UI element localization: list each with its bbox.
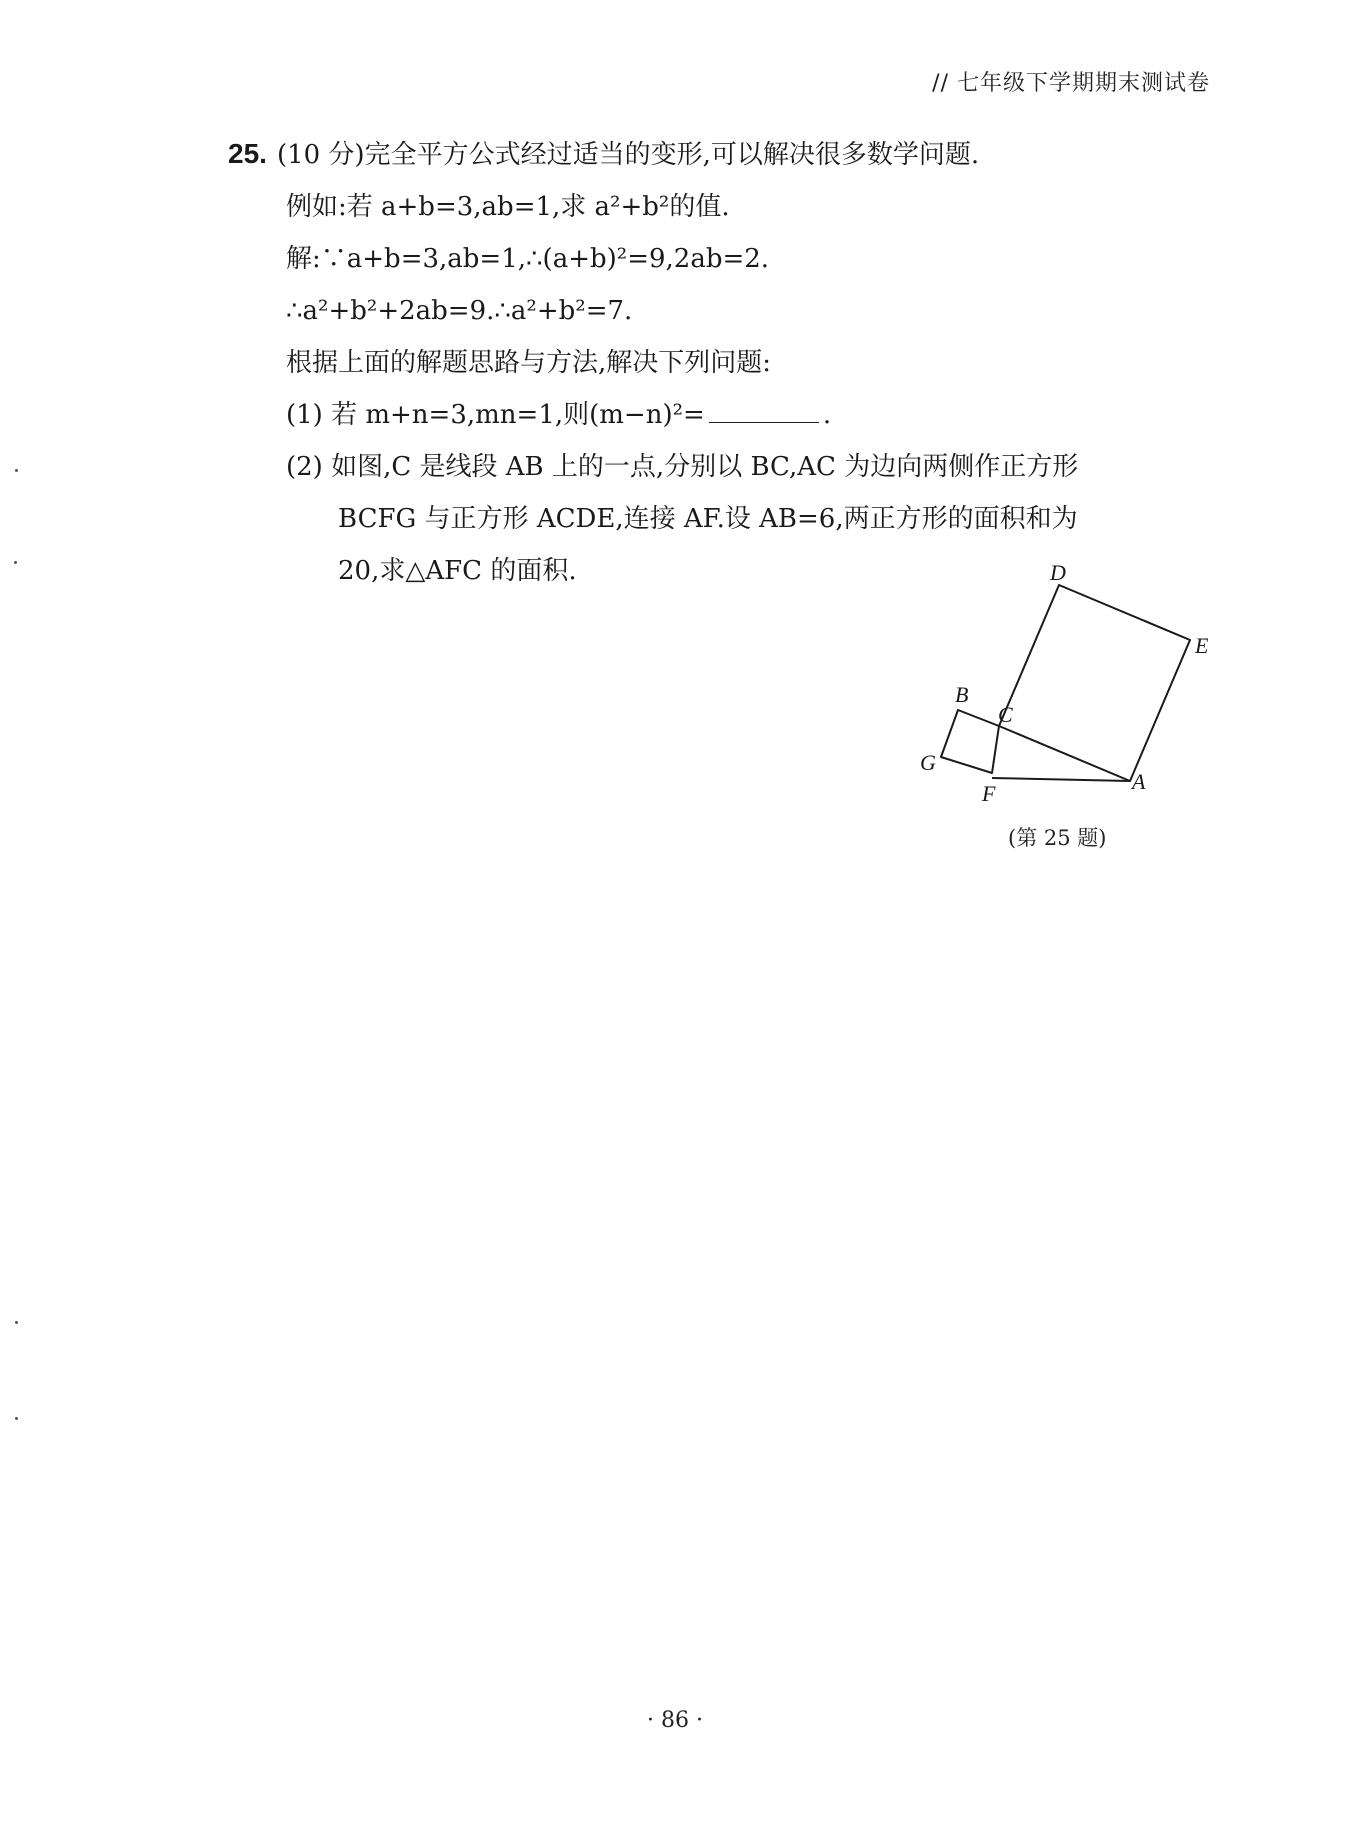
figure-svg [910,560,1210,825]
square-bcfg [941,710,999,773]
scan-speck [15,1417,18,1420]
label-d: D [1050,560,1066,585]
part-2-line-3: 20,求△AFC 的面积. [338,556,577,586]
segment-af [992,778,1130,781]
scan-speck [15,469,18,472]
label-a: A [1132,769,1146,794]
part-1-text: (1) 若 m+n=3,mn=1,则(m−n)²= [286,400,705,430]
square-acde [999,585,1190,781]
geometry-figure [910,560,1210,825]
label-f: F [982,781,996,806]
label-b: B [955,682,969,707]
solution-line-2: ∴a²+b²+2ab=9.∴a²+b²=7. [286,296,633,326]
part-2-line-1: (2) 如图,C 是线段 AB 上的一点,分别以 BC,AC 为边向两侧作正方形 [286,452,1079,482]
part-1 [228,389,1228,441]
question-stem-line [228,128,1228,181]
running-header: // 七年级下学期期末测试卷 [932,71,1210,96]
figure-caption: (第 25 题) [1008,826,1107,850]
page-number: · 86 · [647,1708,703,1733]
part-2-line-2: BCFG 与正方形 ACDE,连接 AF.设 AB=6,两正方形的面积和为 [338,504,1078,534]
scan-speck [15,1321,18,1324]
solution-line-1: 解:∵a+b=3,ab=1,∴(a+b)²=9,2ab=2. [286,244,770,274]
question-25 [228,128,1228,597]
question-intro: (10 分)完全平方公式经过适当的变形,可以解决很多数学问题. [276,140,980,170]
label-e: E [1195,633,1209,658]
example-line: 例如:若 a+b=3,ab=1,求 a²+b²的值. [286,192,730,222]
part-1-period: . [822,400,832,430]
label-c: C [998,702,1013,727]
scan-speck [14,561,17,564]
instruction-line: 根据上面的解题思路与方法,解决下列问题: [286,348,772,378]
label-g: G [920,750,936,775]
question-number: 25. [228,138,267,169]
answer-blank[interactable] [709,400,819,423]
